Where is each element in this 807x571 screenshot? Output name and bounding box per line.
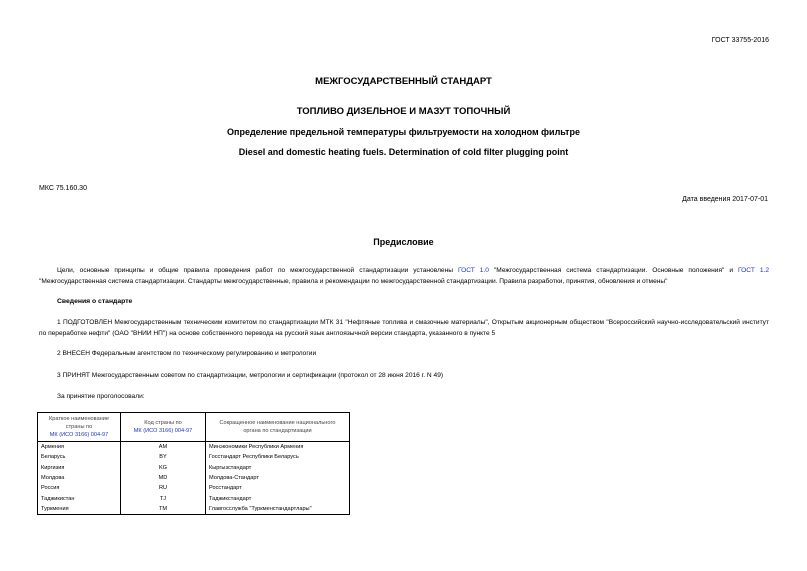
table-row [38, 452, 350, 462]
body-cell: Госстандарт Республики Беларусь [206, 452, 350, 462]
code-cell: KG [121, 463, 206, 473]
header-standards-body [206, 413, 350, 442]
body-cell: Молдова-Стандарт [206, 473, 350, 483]
voted-for-label: За принятие проголосовали: [57, 393, 145, 400]
code-cell: AM [121, 442, 206, 453]
submitted-by-paragraph: 2 ВНЕСЕН Федеральным агентством по техническому регулированию и метрологии [57, 350, 317, 357]
mk-iso-link[interactable]: МК (ИСО 3166) 004-97 [133, 428, 193, 434]
header-text: Краткое наименование [48, 416, 110, 422]
table-row [38, 483, 350, 493]
header-text: Код страны по [144, 420, 182, 426]
country-cell: Беларусь [38, 452, 121, 462]
standard-info-heading: Сведения о стандарте [57, 298, 133, 305]
table-row [38, 442, 350, 453]
country-cell: Армения [38, 442, 121, 453]
gost-number: ГОСТ 33755-2016 [711, 37, 769, 44]
country-cell: Молдова [38, 473, 121, 483]
table-row [38, 504, 350, 515]
header-text: страны по [65, 424, 93, 430]
code-cell: MD [121, 473, 206, 483]
adopted-by-paragraph: 3 ПРИНЯТ Межгосударственным советом по стандартизации, метрологии и сертификации (протокол от 28 июня 2016 г. N 49) [57, 372, 444, 379]
document-title: ТОПЛИВО ДИЗЕЛЬНОЕ И МАЗУТ ТОПОЧНЫЙ [296, 106, 511, 117]
standard-type-title: МЕЖГОСУДАРСТВЕННЫЙ СТАНДАРТ [315, 76, 492, 87]
document-subtitle: Определение предельной температуры фильтруемости на холодном фильтре [227, 127, 580, 137]
gost-1-2-link[interactable]: ГОСТ 1.2 [737, 267, 769, 274]
country-cell: Киргизия [38, 463, 121, 473]
country-cell: Туркмения [38, 504, 121, 515]
preface-paragraph-1 [39, 265, 769, 287]
document-title-english: Diesel and domestic heating fuels. Determination of cold filter plugging point [238, 147, 569, 157]
preface-heading: Предисловие [373, 237, 434, 247]
header-country-code [121, 413, 206, 442]
code-cell: TJ [121, 493, 206, 503]
mks-code: МКС 75.160.30 [39, 185, 87, 192]
preface-text-a: Цели, основные принципы и общие правила проведения работ по межгосударственной стандартизации установлены [57, 267, 458, 274]
table-header-row [38, 413, 350, 442]
body-cell: Минэкономики Республики Армения [206, 442, 350, 453]
code-cell: TM [121, 504, 206, 515]
body-cell: Кыргызстандарт [206, 463, 350, 473]
preface-text-c: "Межгосударственная система стандартизации. Стандарты межгосударственные, правила и рекомендации по межгосударственной стандартизации. Правила разработки, принятия, обновления и отмены" [39, 278, 668, 285]
body-cell: Главгосслужба "Туркменстандартлары" [206, 504, 350, 515]
code-cell: BY [121, 452, 206, 462]
body-cell: Росстандарт [206, 483, 350, 493]
code-cell: RU [121, 483, 206, 493]
prepared-by-paragraph: 1 ПОДГОТОВЛЕН Межгосударственным техническим комитетом по стандартизации МТК 31 "Нефтяные топлива и смазочные материалы", Открытым акционерным обществом "Всероссийский научно-исследовательский институт по переработке нефти" (ОАО "ВНИИ НП") на основе собственного перевода на русский язык англоязычной версии стандарта, указанного в пункте 5 [39, 319, 769, 337]
mk-iso-link[interactable]: МК (ИСО 3166) 004-97 [49, 432, 109, 438]
table-row [38, 473, 350, 483]
country-cell: Россия [38, 483, 121, 493]
body-cell: Таджикстандарт [206, 493, 350, 503]
introduction-date: Дата введения 2017-07-01 [682, 196, 768, 203]
header-text: Сокращенное наименование национального [219, 420, 336, 426]
gost-1-0-link[interactable]: ГОСТ 1.0 [457, 267, 489, 274]
country-cell: Таджикистан [38, 493, 121, 503]
header-text: органа по стандартизации [243, 428, 312, 434]
header-country-name [38, 413, 121, 442]
preface-text-b: "Межгосударственная система стандартизации. Основные положения" и [488, 267, 738, 274]
table-row [38, 493, 350, 503]
voting-countries-table [37, 412, 350, 515]
table-row [38, 463, 350, 473]
